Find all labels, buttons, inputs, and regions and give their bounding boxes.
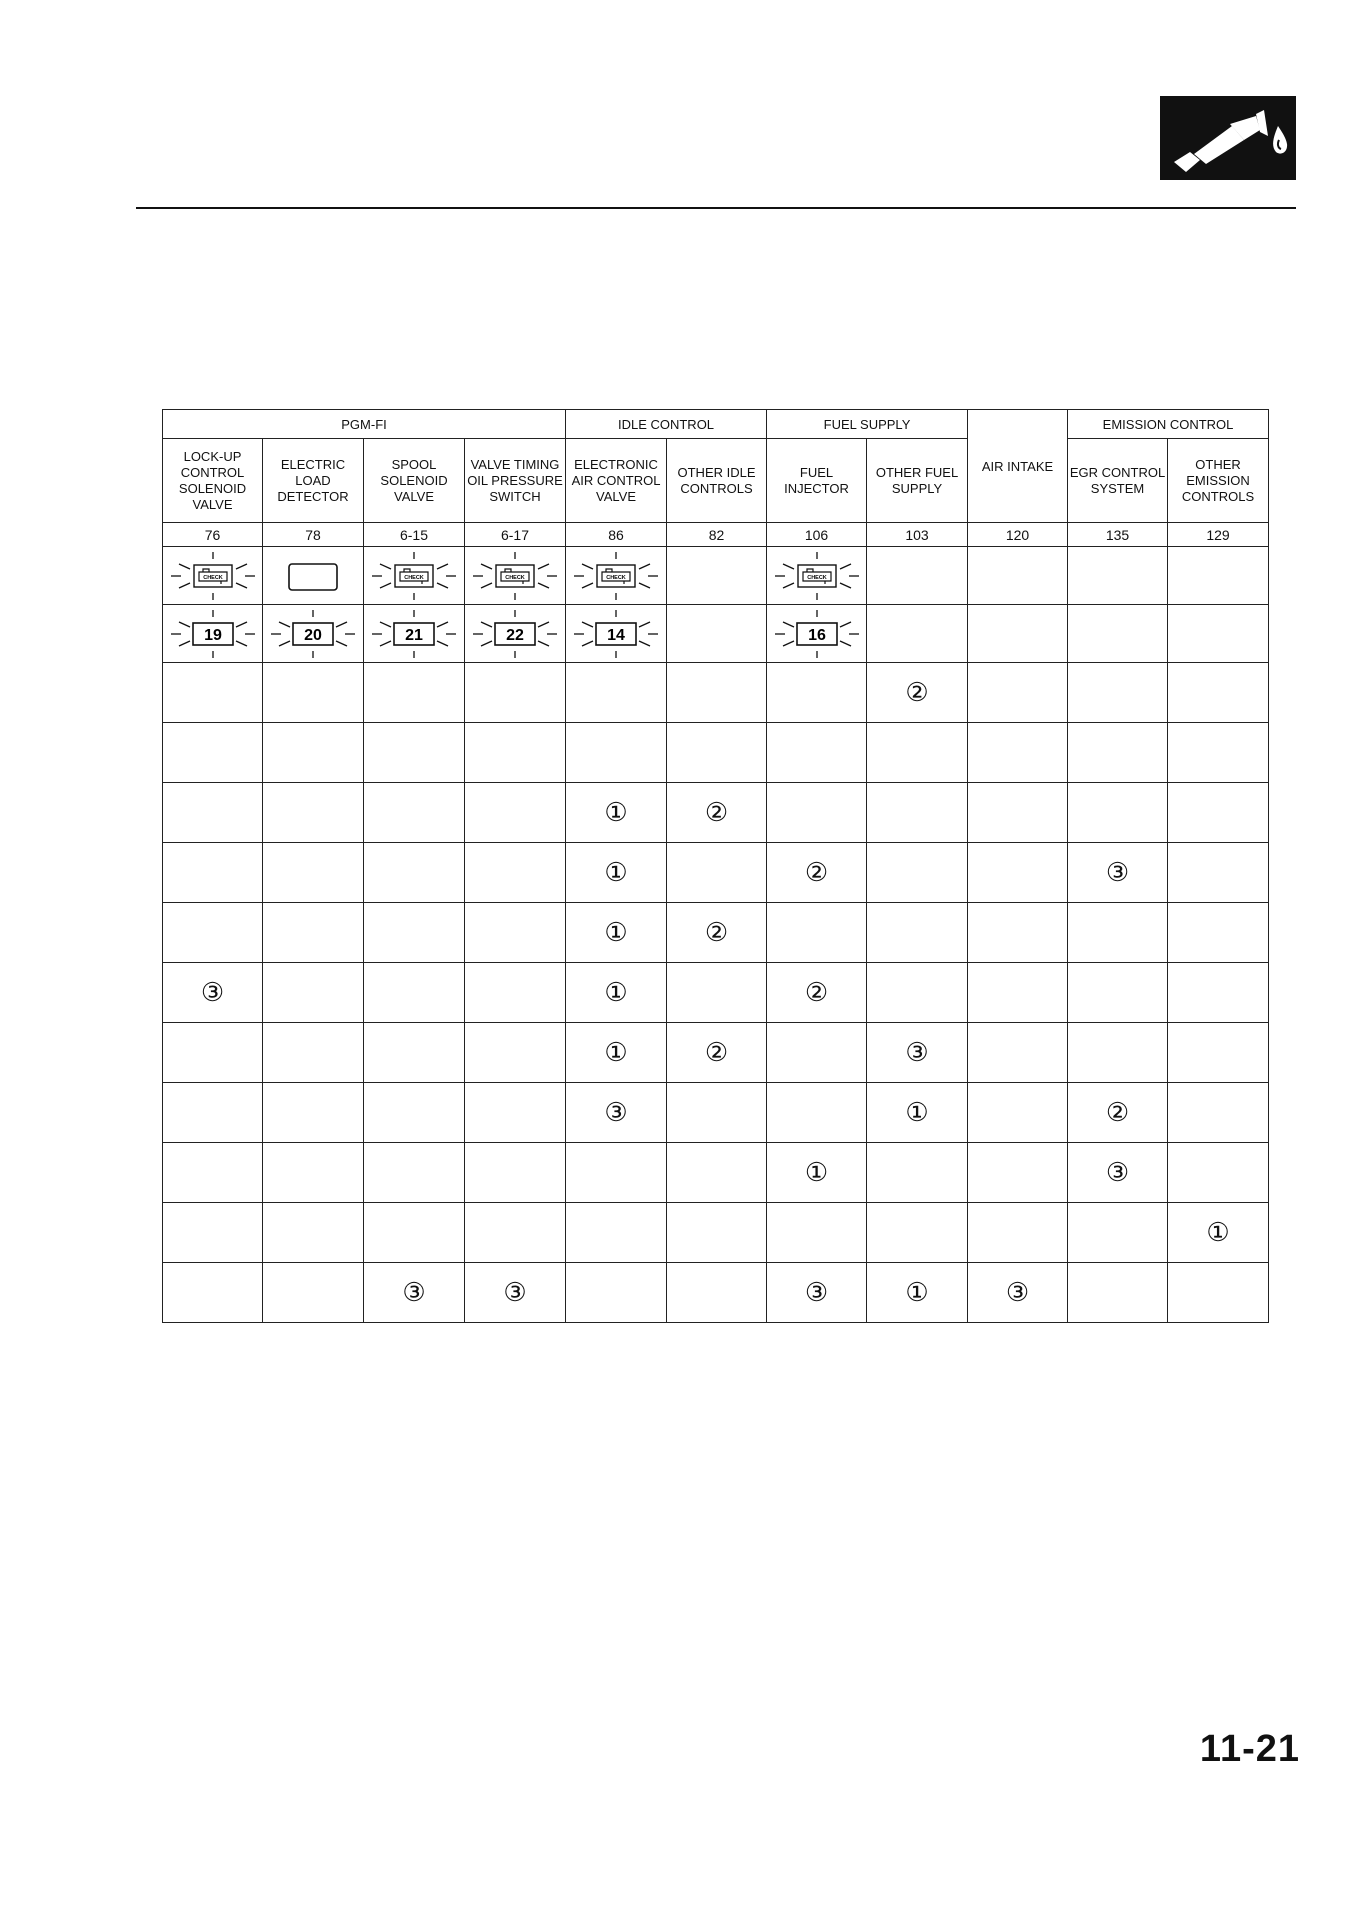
- blink-code-icon: [263, 606, 363, 662]
- check-lamp-cell: [1068, 547, 1168, 605]
- symptom-row: [163, 1023, 1269, 1083]
- check-lamp-cell: [566, 547, 667, 605]
- priority-cell: [1168, 843, 1269, 903]
- priority-cell: [263, 963, 364, 1023]
- priority-cell: [968, 1143, 1068, 1203]
- blink-code-cell: [566, 605, 667, 663]
- reference-page-row: [163, 523, 1269, 547]
- priority-cell: [1068, 1263, 1168, 1323]
- column-header: SPOOL SOLENOID VALVE: [364, 439, 465, 523]
- blink-code-icon: [465, 606, 565, 662]
- reference-page: 103: [867, 523, 968, 547]
- priority-cell: [566, 1203, 667, 1263]
- blink-code: 21: [405, 626, 423, 644]
- group-emission-control: EMISSION CONTROL: [1068, 410, 1269, 439]
- priority-cell: [867, 783, 968, 843]
- priority-cell: [566, 1143, 667, 1203]
- blink-code-cell: [163, 605, 263, 663]
- priority-cell: [767, 663, 867, 723]
- priority-cell: [1168, 663, 1269, 723]
- column-header: LOCK-UP CONTROL SOLENOID VALVE: [163, 439, 263, 523]
- group-idle-control: IDLE CONTROL: [566, 410, 767, 439]
- priority-cell: [867, 963, 968, 1023]
- priority-cell: [263, 663, 364, 723]
- priority-cell: [364, 1023, 465, 1083]
- priority-cell: [364, 1203, 465, 1263]
- blink-code-icon: [364, 606, 464, 662]
- priority-cell: [867, 723, 968, 783]
- priority-cell: ②: [667, 903, 767, 963]
- priority-cell: [263, 843, 364, 903]
- symptom-row: [163, 843, 1269, 903]
- priority-cell: ③: [364, 1263, 465, 1323]
- priority-cell: ③: [1068, 1143, 1168, 1203]
- priority-cell: [667, 1263, 767, 1323]
- column-header: EGR CONTROL SYSTEM: [1068, 439, 1168, 523]
- symptom-row: [163, 903, 1269, 963]
- priority-cell: [667, 843, 767, 903]
- reference-page: 129: [1168, 523, 1269, 547]
- priority-cell: [667, 963, 767, 1023]
- priority-cell: [163, 1143, 263, 1203]
- troubleshooting-table: [162, 409, 1269, 1323]
- check-lamp-text: CHECK: [505, 574, 525, 581]
- blink-code-icon: [163, 606, 263, 662]
- priority-cell: [1168, 723, 1269, 783]
- priority-cell: [465, 1083, 566, 1143]
- priority-cell: [867, 903, 968, 963]
- check-lamp-cell: [968, 547, 1068, 605]
- symptom-row: [163, 1203, 1269, 1263]
- priority-cell: [968, 1023, 1068, 1083]
- blink-code-cell: [263, 605, 364, 663]
- priority-cell: [867, 843, 968, 903]
- priority-cell: [667, 1083, 767, 1143]
- priority-cell: [163, 1203, 263, 1263]
- priority-cell: [566, 723, 667, 783]
- check-lamp-cell: [263, 547, 364, 605]
- priority-cell: [263, 1023, 364, 1083]
- priority-cell: ③: [465, 1263, 566, 1323]
- priority-cell: [465, 903, 566, 963]
- header-rule: [136, 207, 1296, 209]
- blink-code: 14: [607, 626, 625, 644]
- priority-cell: [263, 1083, 364, 1143]
- priority-cell: [968, 1083, 1068, 1143]
- priority-cell: [1168, 1083, 1269, 1143]
- priority-cell: [968, 843, 1068, 903]
- priority-cell: [163, 1083, 263, 1143]
- reference-page: 135: [1068, 523, 1168, 547]
- priority-cell: [1068, 663, 1168, 723]
- priority-cell: [465, 1023, 566, 1083]
- priority-cell: [263, 1263, 364, 1323]
- blink-code-cell: [1068, 605, 1168, 663]
- priority-cell: ③: [867, 1023, 968, 1083]
- check-engine-lamp-icon: [566, 548, 666, 604]
- check-lamp-text: CHECK: [404, 574, 424, 581]
- blink-code: 16: [808, 626, 826, 644]
- symptom-row: [163, 963, 1269, 1023]
- priority-cell: ②: [767, 963, 867, 1023]
- indicator-lamp-icon: [263, 548, 363, 604]
- priority-cell: [1068, 1203, 1168, 1263]
- priority-cell: [667, 1143, 767, 1203]
- reference-page: 120: [968, 523, 1068, 547]
- blink-code-icon: [767, 606, 867, 662]
- priority-cell: [968, 723, 1068, 783]
- priority-cell: [1168, 963, 1269, 1023]
- priority-cell: ①: [566, 963, 667, 1023]
- priority-cell: [163, 843, 263, 903]
- priority-cell: ①: [566, 1023, 667, 1083]
- priority-cell: [667, 663, 767, 723]
- priority-cell: ②: [667, 1023, 767, 1083]
- priority-cell: [163, 903, 263, 963]
- priority-cell: [1168, 1263, 1269, 1323]
- blink-code-cell: [1168, 605, 1269, 663]
- priority-cell: ①: [867, 1263, 968, 1323]
- priority-cell: [767, 783, 867, 843]
- priority-cell: [867, 1143, 968, 1203]
- priority-cell: [1168, 903, 1269, 963]
- check-engine-lamp-icon: [767, 548, 867, 604]
- priority-cell: [263, 1203, 364, 1263]
- symptom-row: [163, 723, 1269, 783]
- priority-cell: [767, 903, 867, 963]
- priority-cell: [1068, 1023, 1168, 1083]
- priority-cell: ③: [767, 1263, 867, 1323]
- column-header: VALVE TIMING OIL PRESSURE SWITCH: [465, 439, 566, 523]
- column-header: FUEL INJECTOR: [767, 439, 867, 523]
- priority-cell: [263, 1143, 364, 1203]
- check-lamp-row: [163, 547, 1269, 605]
- group-fuel-supply: FUEL SUPPLY: [767, 410, 968, 439]
- priority-cell: ③: [968, 1263, 1068, 1323]
- check-lamp-cell: [1168, 547, 1269, 605]
- priority-cell: [667, 723, 767, 783]
- blink-code: 20: [304, 626, 322, 644]
- priority-cell: [767, 723, 867, 783]
- column-header: OTHER FUEL SUPPLY: [867, 439, 968, 523]
- priority-cell: [767, 1203, 867, 1263]
- priority-cell: [163, 663, 263, 723]
- check-lamp-cell: [867, 547, 968, 605]
- symptom-row: [163, 1083, 1269, 1143]
- symptom-row: [163, 1143, 1269, 1203]
- priority-cell: [667, 1203, 767, 1263]
- priority-cell: [465, 663, 566, 723]
- priority-cell: [968, 963, 1068, 1023]
- reference-page: 6-17: [465, 523, 566, 547]
- priority-cell: [364, 783, 465, 843]
- priority-cell: ②: [1068, 1083, 1168, 1143]
- group-pgm-fi: PGM-FI: [163, 410, 566, 439]
- check-lamp-cell: [767, 547, 867, 605]
- check-lamp-cell: [163, 547, 263, 605]
- page-number: 11-21: [1199, 1728, 1300, 1770]
- priority-cell: [263, 783, 364, 843]
- priority-cell: [566, 1263, 667, 1323]
- reference-page: 106: [767, 523, 867, 547]
- blink-code-icon: [566, 606, 666, 662]
- priority-cell: [867, 1203, 968, 1263]
- priority-cell: [364, 723, 465, 783]
- symptom-row: [163, 663, 1269, 723]
- priority-cell: ①: [566, 843, 667, 903]
- priority-cell: ①: [767, 1143, 867, 1203]
- check-engine-lamp-icon: [364, 548, 464, 604]
- priority-cell: [968, 903, 1068, 963]
- priority-cell: [364, 843, 465, 903]
- check-engine-lamp-icon: [163, 548, 263, 604]
- check-lamp-text: CHECK: [203, 574, 223, 581]
- priority-cell: [364, 903, 465, 963]
- priority-cell: [465, 1203, 566, 1263]
- priority-cell: ①: [566, 903, 667, 963]
- priority-cell: [1068, 903, 1168, 963]
- priority-cell: ②: [867, 663, 968, 723]
- column-header: OTHER EMISSION CONTROLS: [1168, 439, 1269, 523]
- priority-cell: ②: [767, 843, 867, 903]
- priority-cell: [364, 1143, 465, 1203]
- blink-code: 22: [506, 626, 524, 644]
- priority-cell: [163, 1263, 263, 1323]
- symptom-row: [163, 783, 1269, 843]
- check-lamp-cell: [465, 547, 566, 605]
- priority-cell: [263, 903, 364, 963]
- priority-cell: ②: [667, 783, 767, 843]
- priority-cell: [163, 783, 263, 843]
- priority-cell: [1068, 963, 1168, 1023]
- reference-page: 76: [163, 523, 263, 547]
- priority-cell: ①: [566, 783, 667, 843]
- priority-cell: [364, 1083, 465, 1143]
- symptom-row: [163, 1263, 1269, 1323]
- reference-page: 82: [667, 523, 767, 547]
- priority-cell: [1168, 1143, 1269, 1203]
- blink-code-row: [163, 605, 1269, 663]
- check-lamp-cell: [364, 547, 465, 605]
- column-header-row: [163, 439, 1269, 523]
- check-lamp-text: CHECK: [606, 574, 626, 581]
- priority-cell: [968, 1203, 1068, 1263]
- priority-cell: ③: [1068, 843, 1168, 903]
- blink-code-cell: [767, 605, 867, 663]
- check-engine-lamp-icon: [465, 548, 565, 604]
- priority-cell: [163, 723, 263, 783]
- fuel-nozzle-icon: [1160, 96, 1296, 180]
- column-header: ELECTRONIC AIR CONTROL VALVE: [566, 439, 667, 523]
- priority-cell: ③: [566, 1083, 667, 1143]
- column-header: OTHER IDLE CONTROLS: [667, 439, 767, 523]
- reference-page: 78: [263, 523, 364, 547]
- priority-cell: [767, 1083, 867, 1143]
- priority-cell: [364, 663, 465, 723]
- blink-code-cell: [364, 605, 465, 663]
- priority-cell: [364, 963, 465, 1023]
- blink-code-cell: [968, 605, 1068, 663]
- priority-cell: [465, 783, 566, 843]
- priority-cell: [968, 663, 1068, 723]
- reference-page: 6-15: [364, 523, 465, 547]
- priority-cell: [263, 723, 364, 783]
- priority-cell: [465, 963, 566, 1023]
- priority-cell: ①: [867, 1083, 968, 1143]
- blink-code: 19: [204, 626, 222, 644]
- priority-cell: [163, 1023, 263, 1083]
- priority-cell: [1168, 783, 1269, 843]
- priority-cell: [465, 1143, 566, 1203]
- priority-cell: [1068, 723, 1168, 783]
- priority-cell: [465, 723, 566, 783]
- blink-code-cell: [667, 605, 767, 663]
- blink-code-cell: [867, 605, 968, 663]
- check-lamp-cell: [667, 547, 767, 605]
- priority-cell: [767, 1023, 867, 1083]
- priority-cell: [566, 663, 667, 723]
- check-lamp-text: CHECK: [807, 574, 827, 581]
- priority-cell: ①: [1168, 1203, 1269, 1263]
- blink-code-cell: [465, 605, 566, 663]
- priority-cell: [465, 843, 566, 903]
- group-header-row: [163, 410, 1269, 439]
- priority-cell: [1068, 783, 1168, 843]
- column-header: AIR INTAKE: [968, 410, 1068, 523]
- priority-cell: [968, 783, 1068, 843]
- reference-page: 86: [566, 523, 667, 547]
- priority-cell: ③: [163, 963, 263, 1023]
- priority-cell: [1168, 1023, 1269, 1083]
- column-header: ELECTRIC LOAD DETECTOR: [263, 439, 364, 523]
